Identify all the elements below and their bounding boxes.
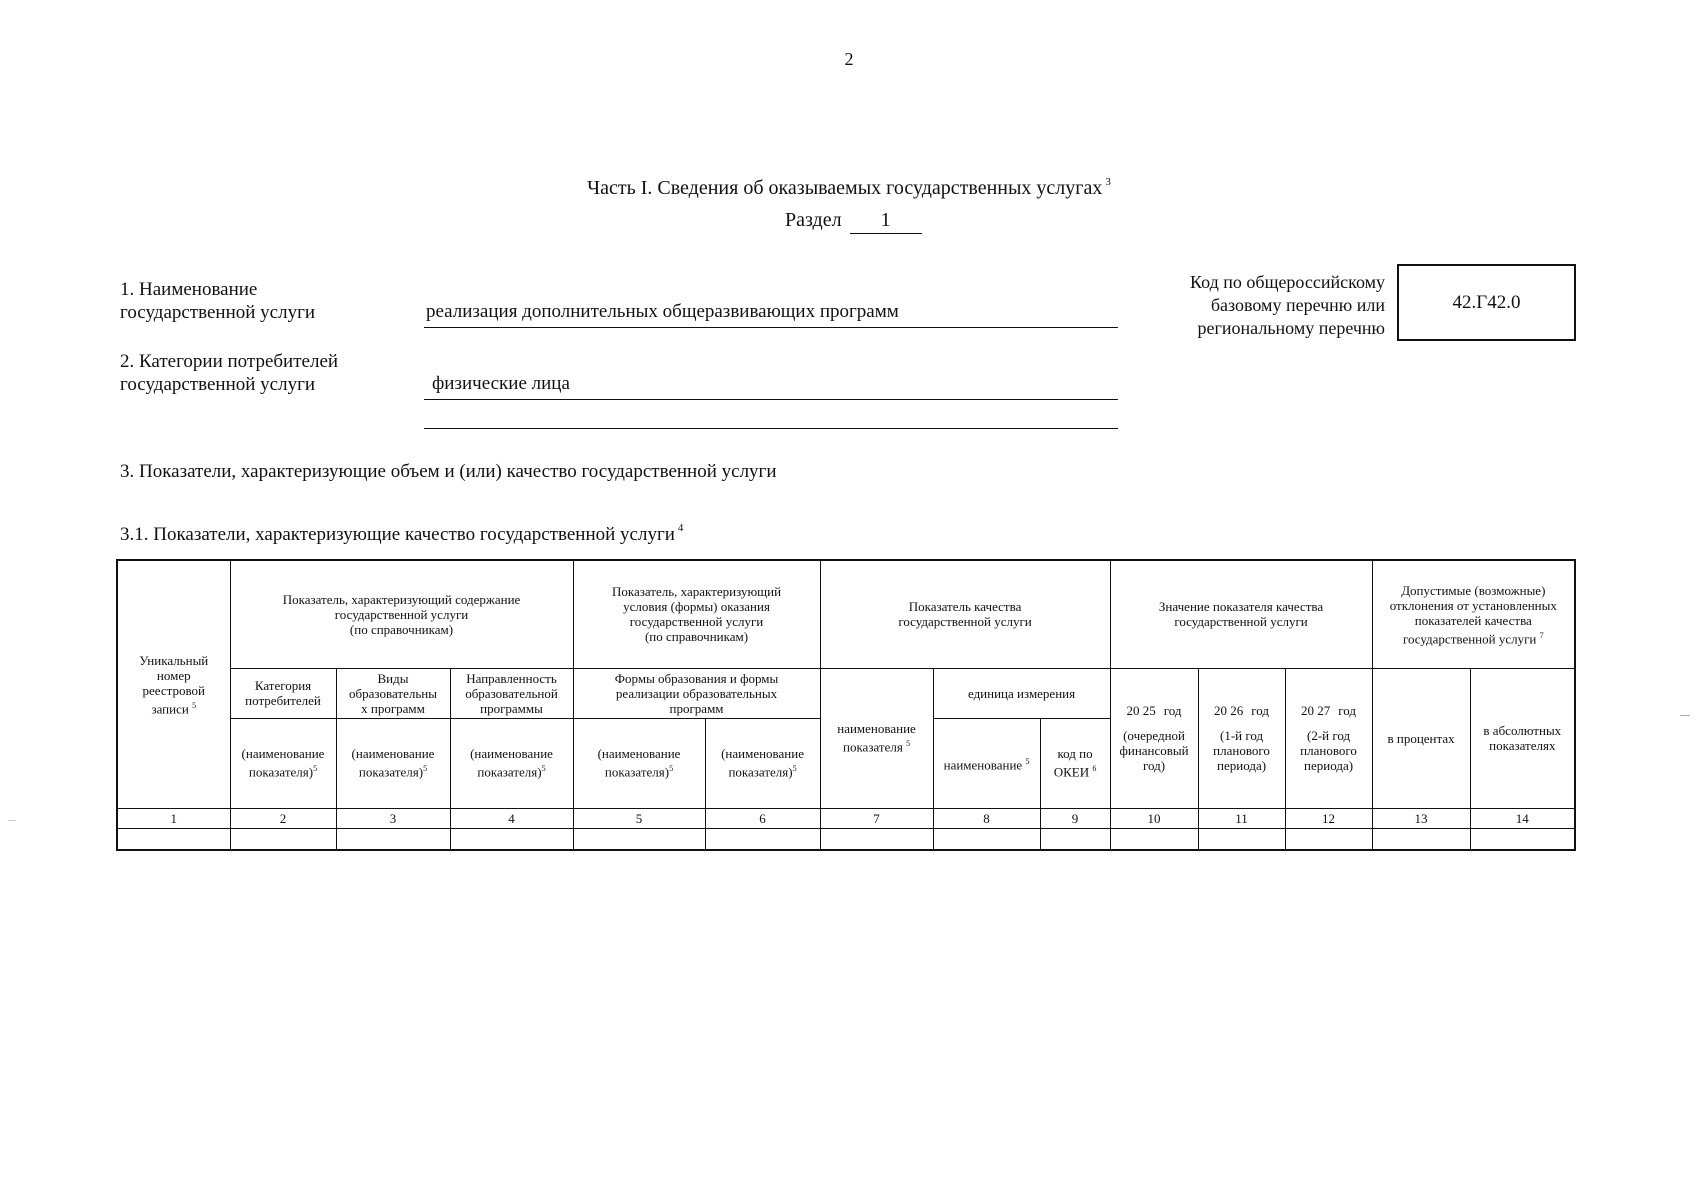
column-number: 9 [1040, 808, 1110, 828]
header-in-percent: в процентах [1372, 668, 1470, 808]
header-unit-name: наименование $^5$ [933, 718, 1040, 808]
header-quality-group: Показатель качества государственной услуги [820, 560, 1110, 668]
header-deviation-group: Допустимые (возможные) отклонения от установленных показателей качества государственной услуги $^7$ [1372, 560, 1575, 668]
header-year-3: 20 27 год (2-й год планового периода) [1285, 668, 1372, 808]
column-number: 2 [230, 808, 336, 828]
column-number: 3 [336, 808, 450, 828]
footnote-mark: 4 [677, 522, 684, 534]
section-label: Раздел [785, 209, 842, 231]
header-year-2: 20 26 год (1-й год планового периода) [1198, 668, 1285, 808]
header-name-col3: (наименование показателя)$^5$ [336, 718, 450, 808]
code-label: Код по общероссийскому базовому перечню или региональному перечню [1190, 272, 1385, 338]
scan-edge-mark [1680, 715, 1690, 716]
consumers-label: 2. Категории потребителей государственной услуги [120, 351, 339, 395]
header-name-col5: (наименование показателя)$^5$ [573, 718, 705, 808]
column-number: 14 [1470, 808, 1575, 828]
column-number: 13 [1372, 808, 1470, 828]
part-title: Часть I. Сведения об оказываемых государственных услугах $^3$ [587, 176, 1111, 199]
column-number: 12 [1285, 808, 1372, 828]
header-name-col6: (наименование показателя)$^5$ [705, 718, 820, 808]
header-okei: код по ОКЕИ $^6$ [1040, 718, 1110, 808]
quality-indicators-table [116, 559, 1576, 851]
section-3-title: 3. Показатели, характеризующие объем и (или) качество государственной услуги [120, 461, 777, 482]
header-name-col4: (наименование показателя)$^5$ [450, 718, 573, 808]
column-number: 7 [820, 808, 933, 828]
registry-code-box: 42.Г42.0 [1397, 264, 1576, 341]
header-forms: Формы образования и формы реализации образовательных программ [573, 668, 820, 718]
header-unique-record: Уникальный номер реестровой записи $^5$ [117, 560, 230, 808]
header-category: Категория потребителей [230, 668, 336, 718]
consumers-underline-extra [424, 428, 1118, 429]
service-name-value: реализация дополнительных общеразвивающих программ [426, 301, 899, 322]
consumers-value: физические лица [432, 373, 570, 394]
column-number: 11 [1198, 808, 1285, 828]
column-number: 1 [117, 808, 230, 828]
consumers-underline [424, 399, 1118, 400]
header-program-types: Виды образовательны х программ [336, 668, 450, 718]
service-name-underline [424, 327, 1118, 328]
header-unit: единица измерения [933, 668, 1110, 718]
table-row [117, 828, 1575, 850]
scan-edge-mark [8, 820, 16, 821]
section-line [785, 209, 922, 234]
service-name-label: 1. Наименование государственной услуги [120, 279, 316, 323]
column-numbers-row [117, 808, 1575, 828]
column-number: 10 [1110, 808, 1198, 828]
column-number: 6 [705, 808, 820, 828]
footnote-mark: 3 [1105, 176, 1111, 188]
header-indicator-name: наименование показателя $^5$ [820, 668, 933, 808]
section-3-1-title: 3.1. Показатели, характеризующие качество государственной услуги $^4$ [120, 522, 684, 545]
column-number: 8 [933, 808, 1040, 828]
header-direction: Направленность образовательной программы [450, 668, 573, 718]
column-number: 4 [450, 808, 573, 828]
header-values-group: Значение показателя качества государственной услуги [1110, 560, 1372, 668]
header-year-1: 20 25 год (очередной финансовый год) [1110, 668, 1198, 808]
header-conditions-group: Показатель, характеризующий условия (формы) оказания государственной услуги (по справочникам) [573, 560, 820, 668]
header-in-absolute: в абсолютных показателях [1470, 668, 1575, 808]
header-name-col2: (наименование показателя)$^5$ [230, 718, 336, 808]
header-content-group: Показатель, характеризующий содержание государственной услуги (по справочникам) [230, 560, 573, 668]
column-number: 5 [573, 808, 705, 828]
section-number: 1 [850, 209, 922, 234]
page-number: 2 [844, 49, 854, 69]
